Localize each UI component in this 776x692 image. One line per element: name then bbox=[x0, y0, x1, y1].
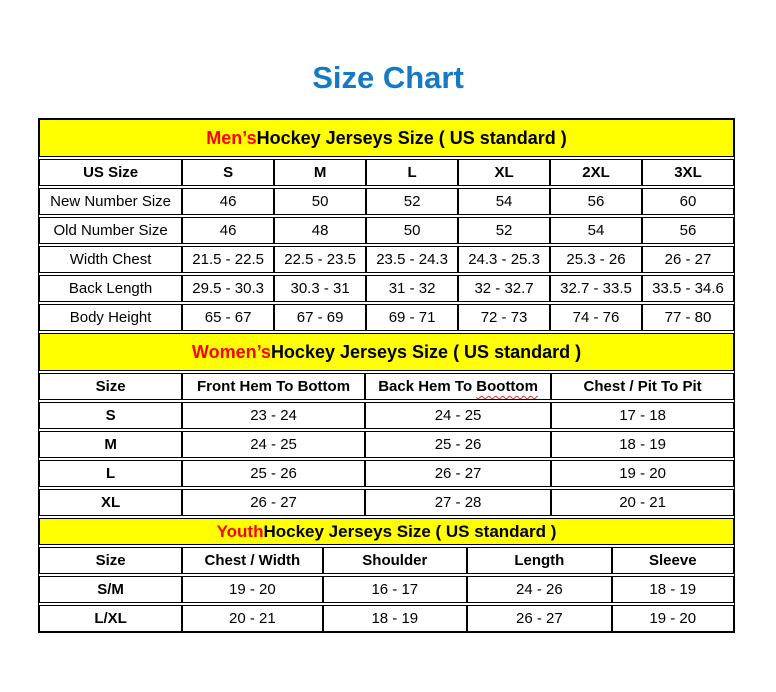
data-cell: 74 - 76 bbox=[550, 304, 642, 331]
table-row bbox=[39, 246, 734, 273]
womens-header-row bbox=[39, 373, 734, 400]
data-cell: 18 - 19 bbox=[551, 431, 734, 458]
data-cell: 26 - 27 bbox=[182, 489, 365, 516]
page-title: Size Chart bbox=[312, 60, 464, 95]
header-cell: Size bbox=[39, 547, 182, 574]
data-cell: 54 bbox=[458, 188, 550, 215]
data-cell: 24 - 26 bbox=[467, 576, 612, 603]
table-row bbox=[39, 431, 734, 458]
data-cell: 17 - 18 bbox=[551, 402, 734, 429]
row-label-cell: S/M bbox=[39, 576, 182, 603]
data-cell: 16 - 17 bbox=[323, 576, 468, 603]
section-header-mens bbox=[39, 119, 734, 157]
data-cell: 46 bbox=[182, 217, 274, 244]
data-cell: 69 - 71 bbox=[366, 304, 458, 331]
table-row bbox=[39, 605, 734, 632]
data-cell: 52 bbox=[458, 217, 550, 244]
section-accent-mens: Men’s bbox=[206, 127, 257, 148]
row-label-cell: L/XL bbox=[39, 605, 182, 632]
table-row bbox=[39, 489, 734, 516]
table-row bbox=[39, 217, 734, 244]
header-cell: Chest / Pit To Pit bbox=[551, 373, 734, 400]
data-cell: 20 - 21 bbox=[182, 605, 322, 632]
data-cell: 29.5 - 30.3 bbox=[182, 275, 274, 302]
row-label-cell: Width Chest bbox=[39, 246, 182, 273]
data-cell: 48 bbox=[274, 217, 366, 244]
data-cell: 24 - 25 bbox=[365, 402, 551, 429]
data-cell: 24.3 - 25.3 bbox=[458, 246, 550, 273]
data-cell: 72 - 73 bbox=[458, 304, 550, 331]
header-cell: M bbox=[274, 159, 366, 186]
misspelled-word-squiggle: Boottom bbox=[476, 378, 538, 395]
data-cell: 26 - 27 bbox=[467, 605, 612, 632]
youth-header-row bbox=[39, 547, 734, 574]
data-cell: 25.3 - 26 bbox=[550, 246, 642, 273]
header-cell bbox=[365, 373, 551, 400]
data-cell: 19 - 20 bbox=[182, 576, 322, 603]
data-cell: 26 - 27 bbox=[642, 246, 734, 273]
data-cell: 26 - 27 bbox=[365, 460, 551, 487]
section-title-womens: Hockey Jerseys Size ( US standard ) bbox=[270, 341, 582, 362]
header-cell: XL bbox=[458, 159, 550, 186]
header-cell: 3XL bbox=[642, 159, 734, 186]
data-cell: 20 - 21 bbox=[551, 489, 734, 516]
table-row bbox=[39, 188, 734, 215]
size-chart-table bbox=[38, 118, 735, 633]
data-cell: 65 - 67 bbox=[182, 304, 274, 331]
data-cell: 67 - 69 bbox=[274, 304, 366, 331]
header-cell: Shoulder bbox=[323, 547, 468, 574]
section-accent-youth: Youth bbox=[216, 521, 264, 541]
data-cell: 56 bbox=[642, 217, 734, 244]
data-cell: 56 bbox=[550, 188, 642, 215]
header-cell: L bbox=[366, 159, 458, 186]
data-cell: 18 - 19 bbox=[612, 576, 734, 603]
data-cell: 19 - 20 bbox=[612, 605, 734, 632]
data-cell: 31 - 32 bbox=[366, 275, 458, 302]
data-cell: 23 - 24 bbox=[182, 402, 365, 429]
row-label-cell: Back Length bbox=[39, 275, 182, 302]
row-label-cell: Old Number Size bbox=[39, 217, 182, 244]
table-row bbox=[39, 402, 734, 429]
section-header-womens bbox=[39, 333, 734, 371]
header-cell: US Size bbox=[39, 159, 182, 186]
header-cell: 2XL bbox=[550, 159, 642, 186]
table-row bbox=[39, 460, 734, 487]
data-cell: 23.5 - 24.3 bbox=[366, 246, 458, 273]
section-title-mens: Hockey Jerseys Size ( US standard ) bbox=[256, 127, 567, 148]
data-cell: 18 - 19 bbox=[323, 605, 468, 632]
data-cell: 33.5 - 34.6 bbox=[642, 275, 734, 302]
header-cell: Length bbox=[467, 547, 612, 574]
data-cell: 32 - 32.7 bbox=[458, 275, 550, 302]
data-cell: 21.5 - 22.5 bbox=[182, 246, 274, 273]
header-text: Back Hem To bbox=[378, 378, 473, 395]
row-label-cell: M bbox=[39, 431, 182, 458]
header-cell: Size bbox=[39, 373, 182, 400]
data-cell: 30.3 - 31 bbox=[274, 275, 366, 302]
section-title-youth: Hockey Jerseys Size ( US standard ) bbox=[263, 521, 557, 541]
table-row bbox=[39, 275, 734, 302]
data-cell: 32.7 - 33.5 bbox=[550, 275, 642, 302]
data-cell: 77 - 80 bbox=[642, 304, 734, 331]
data-cell: 24 - 25 bbox=[182, 431, 365, 458]
data-cell: 60 bbox=[642, 188, 734, 215]
data-cell: 27 - 28 bbox=[365, 489, 551, 516]
section-header-youth bbox=[39, 518, 734, 545]
data-cell: 54 bbox=[550, 217, 642, 244]
row-label-cell: XL bbox=[39, 489, 182, 516]
header-cell: Chest / Width bbox=[182, 547, 322, 574]
data-cell: 25 - 26 bbox=[182, 460, 365, 487]
row-label-cell: L bbox=[39, 460, 182, 487]
data-cell: 25 - 26 bbox=[365, 431, 551, 458]
data-cell: 50 bbox=[274, 188, 366, 215]
data-cell: 52 bbox=[366, 188, 458, 215]
row-label-cell: Body Height bbox=[39, 304, 182, 331]
data-cell: 46 bbox=[182, 188, 274, 215]
header-cell: Sleeve bbox=[612, 547, 734, 574]
header-cell: Front Hem To Bottom bbox=[182, 373, 365, 400]
table-row bbox=[39, 304, 734, 331]
section-accent-womens: Women’s bbox=[191, 341, 271, 362]
data-cell: 19 - 20 bbox=[551, 460, 734, 487]
data-cell: 22.5 - 23.5 bbox=[274, 246, 366, 273]
row-label-cell: New Number Size bbox=[39, 188, 182, 215]
table-row bbox=[39, 576, 734, 603]
row-label-cell: S bbox=[39, 402, 182, 429]
header-cell: S bbox=[182, 159, 274, 186]
mens-header-row bbox=[39, 159, 734, 186]
data-cell: 50 bbox=[366, 217, 458, 244]
